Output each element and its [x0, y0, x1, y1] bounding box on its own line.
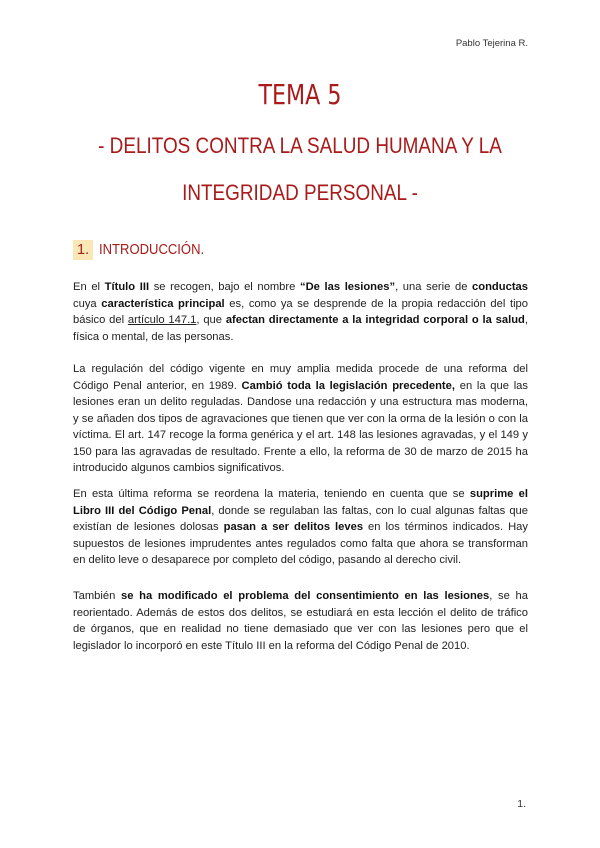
- section-heading: [73, 240, 216, 260]
- author-name: Pablo Tejerina R.: [455, 38, 528, 49]
- article-link[interactable]: artículo 147.1: [127, 314, 197, 326]
- document-title: TEMA 5: [258, 78, 342, 111]
- section-title: INTRODUCCIÓN.: [99, 242, 205, 258]
- section-number: 1.: [73, 240, 93, 260]
- paragraph-1: En el Título III se recogen, bajo el nombre “De las lesiones”, una serie de conductas cuya característica principal es, como ya se desprende de la propia redacción del tipo básico del artículo 147.1, que afectan directamente a la integridad corporal o la salud, física o mental, de las personas.: [73, 281, 529, 343]
- paragraph-4: También se ha modificado el problema del consentimiento en las lesiones, se ha reorientado. Además de estos dos delitos, se estudiará en esta lección el delito de tráfico de órganos, que en realidad no tiene demasiado que ver con las lesiones pero que el legislador lo incorporó en este Título III en la reforma del Código Penal de 2010.: [73, 590, 528, 652]
- paragraph-3: En esta última reforma se reordena la materia, teniendo en cuenta que se suprime el Libro III del Código Penal, donde se regulaban las faltas, con lo cual algunas faltas que existían de lesiones dolosas pasan a ser delitos leves en los términos indicados. Hay supuestos de lesiones imprudentes antes regulados como falta que ahora se transforman en delito leve o desaparece por completo del código, pasando al derecho civil.: [73, 488, 528, 566]
- document-subtitle-line1: - DELITOS CONTRA LA SALUD HUMANA Y LA: [98, 133, 502, 158]
- document-subtitle-line2: INTEGRIDAD PERSONAL -: [182, 180, 418, 205]
- page-number: 1.: [517, 798, 526, 810]
- paragraph-2: La regulación del código vigente en muy amplia medida procede de una reforma del Código Penal anterior, en 1989. Cambió toda la legislación precedente, en la que las lesiones eran un delito reguladas. Dandose una redacción y una estructura mas moderna, y se añaden dos tipos de agravaciones que tienen que ver con la orma de la lesión o con la víctima. El art. 147 recoge la forma genérica y el art. 148 las lesiones agravadas, y el 149 y 150 para las agravadas de resultado. Frente a ello, la reforma de 30 de marzo de 2015 ha introducido algunos cambios significativos.: [73, 363, 528, 474]
